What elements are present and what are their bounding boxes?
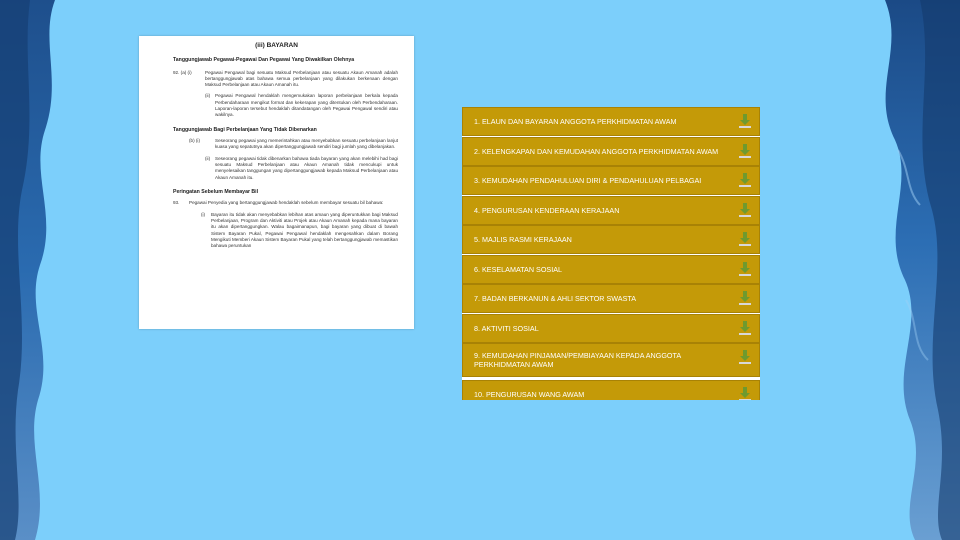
menu-item-label: 8. AKTIVITI SOSIAL: [474, 323, 539, 333]
menu-item-6[interactable]: [462, 255, 760, 284]
menu-item-label: 9. KEMUDAHAN PINJAMAN/PEMBIAYAAN KEPADA ANGGOTA PERKHIDMATAN AWAM: [474, 351, 681, 369]
document-page-image: [139, 36, 414, 329]
menu-item-label: 7. BADAN BERKANUN & AHLI SEKTOR SWASTA: [474, 294, 637, 303]
document-paragraph-6: (i) Bayaran itu tidak akan menyebabkan lebihan atas amaun yang diperuntukkan bagi Maksud Perbelanjaan, Program dan Aktiviti atau Projek atau Akaun Amanah kepada mana bayaran itu akan dipertanggungkan. Walau bagaimanapun, bagi bayaran yang dibuat di bawah Sistem Bayaran Pukal, Pegawai Pengawal hendaklah mengesahkan dalam Borang Mengikuti Memberi Akaun Sistem Bayaran Pukal yang telah bertanggungjawab memastikan bahawa peruntukan: [201, 211, 398, 249]
document-heading-1: Tanggungjawab Pegawai-Pegawai Dan Pegawai Yang Diwakilkan Olehnya: [173, 57, 355, 63]
document-paragraph-5: 93. Pegawai Penyedia yang bertanggungjawab hendaklah sebelum membayar sesuatu bil bahawa:: [173, 200, 384, 206]
menu-item-3[interactable]: [462, 166, 760, 195]
menu-item-2[interactable]: [462, 137, 760, 166]
download-icon[interactable]: [739, 232, 751, 246]
menu-item-4[interactable]: [462, 196, 760, 225]
download-icon[interactable]: [739, 173, 751, 187]
document-heading-3: Peringatan Sebelum Membayar Bil: [173, 188, 259, 195]
menu-item-8[interactable]: [462, 314, 760, 343]
menu-item-label: 6. KESELAMATAN SOSIAL: [474, 264, 563, 274]
category-menu: [462, 107, 760, 400]
download-icon[interactable]: [739, 114, 751, 128]
menu-item-5[interactable]: [462, 225, 760, 254]
document-paragraph-1: 92. (a) (i) Pegawai Pengawal bagi sesuatu Maksud Perbelanjaan atau sesuatu Akaun Amanah adalah bertanggungjawab atas bahawa semua perbelanjaan yang dilakukan berkenaan dengan Maksud Perbelanjaan atau Akaun Amanah itu.: [173, 69, 398, 88]
document-title: (iii) BAYARAN: [255, 42, 298, 49]
download-icon[interactable]: [739, 262, 751, 276]
download-icon[interactable]: [739, 321, 751, 335]
download-icon[interactable]: [739, 387, 751, 400]
document-paragraph-4: (ii) Seseorang pegawai tidak dibenarkan bahawa tiada bayaran yang akan melebihi had bagi sesuatu Maksud Perbelanjaan atau Akaun Amanah tidak mencukupi untuk menyelesaikan tanggungan yang dipertanggungjawab kepada Maksud Perbelanjaan atau Akaun Amanah itu.: [205, 155, 398, 180]
right-wave-decoration: [810, 0, 960, 540]
menu-item-label: 3. KEMUDAHAN PENDAHULUAN DIRI & PENDAHULUAN PELBAGAI: [474, 176, 702, 185]
menu-item-label: 5. MAJLIS RASMI KERAJAAN: [474, 235, 572, 244]
menu-item-label: 4. PENGURUSAN KENDERAAN KERAJAAN: [474, 205, 620, 215]
document-heading-2: Tanggungjawab Bagi Perbelanjaan Yang Tidak Dibenarkan: [173, 126, 317, 133]
document-paragraph-2: (ii) Pegawai Pengawal hendaklah mengemukakan laporan perbelanjaan berkala kepada Perbendaharaan mengikut format dan kekerapan yang ditentukan oleh Perbendaharaan. Laporan-laporan tersebut hendaklah ditandatangan oleh Pegawai Pengawal sendiri atau wakilnya.: [205, 93, 398, 118]
menu-item-9[interactable]: [462, 343, 760, 377]
document-paragraph-3: (b) (i) Seseorang pegawai yang memerintahkan atau menyebabkan sesuatu perbelanjaan lanjut kuasa yang sepatutnya akan dipertanggungjawab sendiri bagi jumlah yang dibelanjakan.: [189, 138, 398, 150]
left-wave-decoration: [0, 0, 70, 540]
download-icon[interactable]: [739, 291, 751, 305]
download-icon[interactable]: [739, 203, 751, 217]
menu-item-label: 10. PENGURUSAN WANG AWAM: [474, 390, 585, 399]
menu-item-7[interactable]: [462, 284, 760, 313]
download-icon[interactable]: [739, 144, 751, 158]
download-icon[interactable]: [739, 350, 751, 364]
menu-item-1[interactable]: [462, 107, 760, 136]
menu-item-label: 1. ELAUN DAN BAYARAN ANGGOTA PERKHIDMATAN AWAM: [474, 117, 677, 126]
menu-item-label: 2. KELENGKAPAN DAN KEMUDAHAN ANGGOTA PERKHIDMATAN AWAM: [474, 146, 719, 156]
menu-item-10[interactable]: [462, 380, 760, 400]
